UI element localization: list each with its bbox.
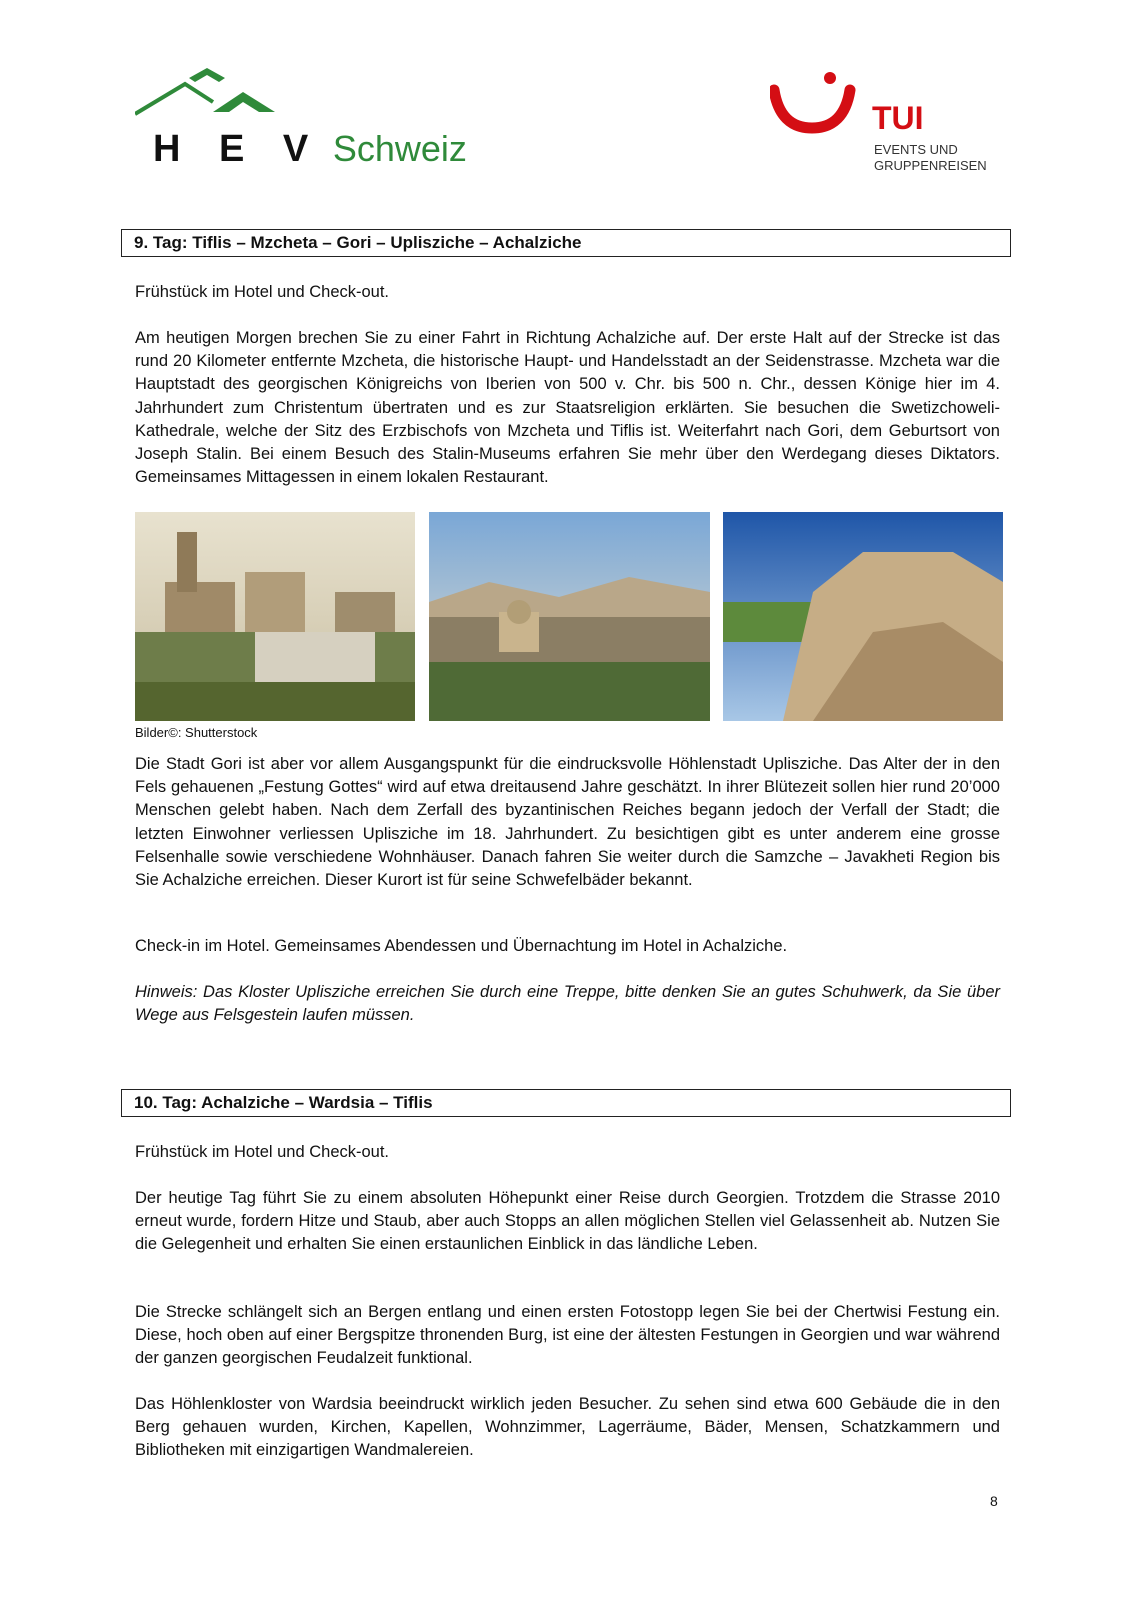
tui-smile-icon [770, 72, 870, 142]
photo-gori [429, 512, 710, 721]
day9-note: Hinweis: Das Kloster Uplisziche erreichen Sie durch eine Treppe, bitte denken Sie an gutes Schuhwerk, da Sie über Wege aus Felsgestein laufen müssen. [135, 983, 1000, 1025]
hev-schweiz-word: Schweiz [332, 128, 467, 169]
day9-paragraph-3: Die Stadt Gori ist aber vor allem Ausgangspunkt für die eindrucksvolle Höhlenstadt Uplisziche. Das Alter der in den Fels gehauenen „Festung Gottes“ wird auf etwa dreitausend Jahre geschätzt. In ihrer Blütezeit sollen hier rund 20’000 Menschen gelebt haben. Nach dem Zerfall des byzantinischen Reiches begann jedoch der Verfall der Stadt; die letzten Einwohner verliessen Uplisziche im 18. Jahrhundert. Zu besichtigen gibt es unter anderem eine grosse Felsenhalle sowie verschiedene Wohnhäuser. Danach fahren Sie weiter durch die Samzche – Javakheti Region bis Sie Achalziche erreichen. Dieser Kurort ist für seine Schwefelbäder bekannt. [135, 755, 1000, 890]
hev-roof-icon [135, 68, 395, 128]
day9-paragraph-4: Check-in im Hotel. Gemeinsames Abendessen und Übernachtung im Hotel in Achalziche. [135, 937, 788, 955]
day10-paragraph-1: Frühstück im Hotel und Check-out. [135, 1143, 390, 1161]
photo-uplisziche [723, 512, 1003, 721]
photo-caption: Bilder©: Shutterstock [135, 725, 258, 740]
tui-subtitle-line2: GRUPPENREISEN [874, 158, 987, 173]
tui-brand: TUI [872, 100, 924, 136]
tui-logo [770, 72, 1000, 182]
day10-paragraph-4: Das Höhlenkloster von Wardsia beeindruckt wirklich jeden Besucher. Zu sehen sind etwa 600 Gebäude die in den Berg gehauen wurden, Kirchen, Kapellen, Wohnzimmer, Lagerräume, Bäder, Mensen, Schatzkammern und Bibliotheken mit einzigartigen Wandmalereien. [135, 1395, 1000, 1460]
tui-subtitle-line1: EVENTS UND [874, 142, 958, 157]
day9-title: 9. Tag: Tiflis – Mzcheta – Gori – Uplisziche – Achalziche [134, 233, 582, 252]
tui-subtitle [874, 142, 987, 174]
day10-paragraph-2: Der heutige Tag führt Sie zu einem absoluten Höhepunkt einer Reise durch Georgien. Trotzdem die Strasse 2010 erneut wurde, fordern Hitze und Staub, aber auch Stopps an allen möglichen Stellen viel Gelassenheit ab. Nutzen Sie die Gelegenheit und erhalten Sie einen erstaunlichen Einblick in das ländliche Leben. [135, 1189, 1000, 1254]
page-number: 8 [990, 1493, 998, 1509]
day10-heading [121, 1089, 1011, 1117]
hev-letters: H E V [153, 128, 323, 170]
day9-paragraph-1: Frühstück im Hotel und Check-out. [135, 283, 390, 301]
day9-heading [121, 229, 1011, 257]
day10-title: 10. Tag: Achalziche – Wardsia – Tiflis [134, 1093, 433, 1112]
day9-paragraph-2: Am heutigen Morgen brechen Sie zu einer Fahrt in Richtung Achalziche auf. Der erste Halt auf der Strecke ist das rund 20 Kilometer entfernte Mzcheta, die historische Haupt- und Handelsstadt an der Seidenstrasse. Mzcheta war die Hauptstadt des georgischen Königreichs von Iberien von 500 v. Chr. bis 500 n. Chr., dessen Könige hier im 4. Jahrhundert zum Christentum übertraten und es zur Staatsreligion erklärten. Sie besuchen die Swetizchoweli-Kathedrale, welche der Sitz des Erzbischofs von Mzcheta und Tiflis ist. Weiterfahrt nach Gori, dem Geburtsort von Joseph Stalin. Bei einem Besuch des Stalin-Museums erfahren Sie mehr über den Werdegang dieses Diktators. Gemeinsames Mittagessen in einem lokalen Restaurant. [135, 329, 1000, 487]
day10-paragraph-3: Die Strecke schlängelt sich an Bergen entlang und einen ersten Fotostopp legen Sie bei der Chertwisi Festung ein. Diese, hoch oben auf einer Bergspitze thronenden Burg, ist eine der ältesten Festungen in Georgien und war während der ganzen georgischen Feudalzeit funktional. [135, 1303, 1000, 1368]
hev-schweiz-logo [135, 68, 467, 178]
photo-mzcheta [135, 512, 415, 721]
